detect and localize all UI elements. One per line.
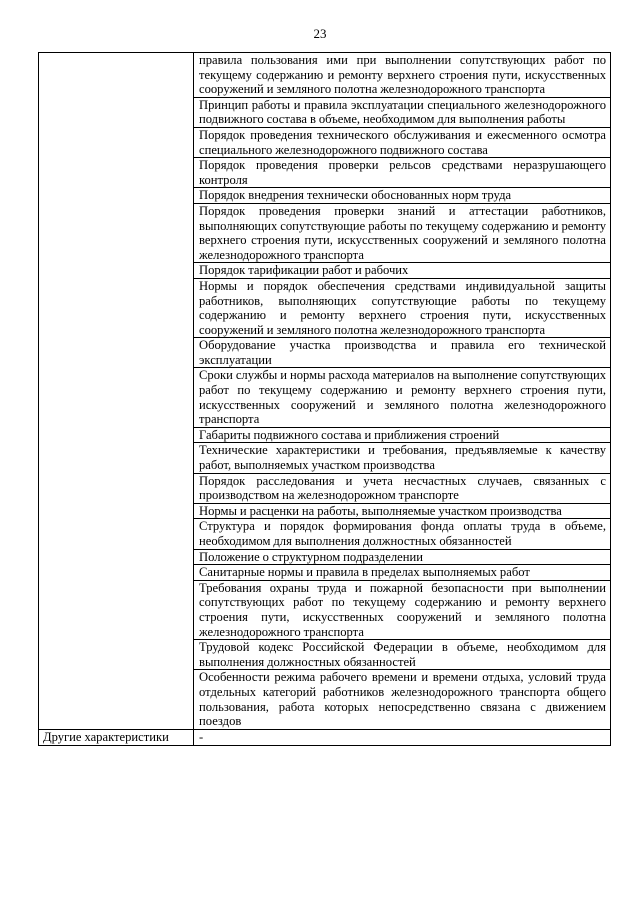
table-row xyxy=(39,53,611,98)
table-cell: правила пользования ими при выполнении сопутствующих работ по текущему содержанию и ремонту верхнего строения пути, искусственных сооружений и земляного полотна железнодорожного транспорта xyxy=(194,53,611,98)
page-number: 23 xyxy=(313,26,327,41)
other-characteristics-row xyxy=(39,729,611,746)
requirements-table xyxy=(38,52,611,746)
table-cell: Нормы и расценки на работы, выполняемые участком производства xyxy=(194,503,611,519)
knowledge-label-cell xyxy=(39,53,194,730)
table-cell: Порядок расследования и учета несчастных случаев, связанных с производством на железнодорожном транспорте xyxy=(194,473,611,503)
table-cell: Сроки службы и нормы расхода материалов на выполнение сопутствующих работ по текущему содержанию и ремонту верхнего строения пути, искусственных сооружений и земляного полотна железнодорожного транспорта xyxy=(194,368,611,427)
table-cell: Оборудование участка производства и правила его технической эксплуатации xyxy=(194,338,611,368)
other-characteristics-value: - xyxy=(194,729,611,746)
table-cell: Порядок внедрения технически обоснованных норм труда xyxy=(194,188,611,204)
table-cell: Порядок тарификации работ и рабочих xyxy=(194,263,611,279)
other-characteristics-label: Другие характеристики xyxy=(39,729,194,746)
table-cell: Требования охраны труда и пожарной безопасности при выполнении сопутствующих работ по текущему содержанию и ремонту верхнего строения пути, искусственных сооружений и земляного полотна железнодорожного транспорта xyxy=(194,580,611,639)
table-cell: Санитарные нормы и правила в пределах выполняемых работ xyxy=(194,565,611,581)
table-cell: Технические характеристики и требования, предъявляемые к качеству работ, выполняемых участком производства xyxy=(194,443,611,473)
table-cell: Габариты подвижного состава и приближения строений xyxy=(194,427,611,443)
table-cell: Порядок проведения проверки знаний и аттестации работников, выполняющих сопутствующие работы по текущему содержанию и ремонту верхнего строения пути, искусственных сооружений и земляного полотна железнодорожного транспорта xyxy=(194,203,611,262)
table-cell: Трудовой кодекс Российской Федерации в объеме, необходимом для выполнения должностных обязанностей xyxy=(194,640,611,670)
table-cell: Принцип работы и правила эксплуатации специального железнодорожного подвижного состава в объеме, необходимом для выполнения работы xyxy=(194,97,611,127)
table-cell: Порядок проведения технического обслуживания и ежесменного осмотра специального железнодорожного подвижного состава xyxy=(194,127,611,157)
table-cell: Особенности режима рабочего времени и времени отдыха, условий труда отдельных категорий работников железнодорожного транспорта общего пользования, работа которых непосредственно связана с движением поездов xyxy=(194,670,611,729)
table-cell: Положение о структурном подразделении xyxy=(194,549,611,565)
table-cell: Нормы и порядок обеспечения средствами индивидуальной защиты работников, выполняющих сопутствующие работы по текущему содержанию и ремонту верхнего строения пути, искусственных сооружений и земляного полотна железнодорожного транспорта xyxy=(194,278,611,337)
table-cell: Структура и порядок формирования фонда оплаты труда в объеме, необходимом для выполнения должностных обязанностей xyxy=(194,519,611,549)
requirements-table-body xyxy=(39,53,611,746)
table-cell: Порядок проведения проверки рельсов средствами неразрушающего контроля xyxy=(194,158,611,188)
